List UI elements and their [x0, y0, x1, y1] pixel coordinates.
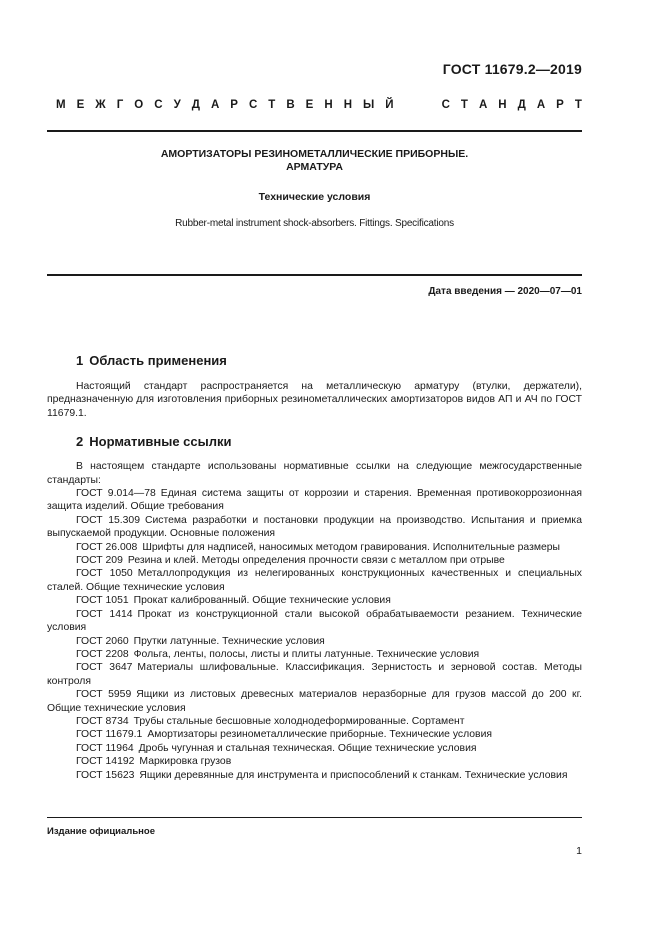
interstate-letter: Д — [517, 99, 526, 111]
interstate-letter: Д — [191, 99, 200, 111]
reference-item — [47, 728, 582, 741]
official-edition-label: Издание официальное — [47, 826, 155, 837]
introduction-date: Дата введения — 2020—07—01 — [428, 286, 582, 297]
interstate-letter: Ж — [95, 99, 106, 111]
reference-title: Прокат из конструкционной стали высокой обрабатываемости резанием. Технические условия — [47, 608, 582, 634]
document-title — [47, 148, 582, 174]
reference-code: ГОСТ 15.309 — [76, 514, 140, 526]
interstate-letter: У — [173, 99, 181, 111]
title-line-2: АРМАТУРА — [286, 161, 343, 173]
reference-title: Прокат калиброванный. Общие технические условия — [133, 595, 391, 607]
reference-code: ГОСТ 2208 — [76, 648, 129, 660]
interstate-letter: Г — [116, 99, 124, 111]
reference-item — [47, 742, 582, 755]
reference-title: Дробь чугунная и стальная техническая. Общие технические условия — [138, 742, 477, 754]
word-gap — [405, 99, 431, 111]
interstate-letter: Н — [498, 99, 507, 111]
interstate-letter: Ы — [363, 99, 375, 111]
section-title: Область применения — [89, 353, 227, 368]
page-number: 1 — [576, 845, 582, 857]
reference-item — [47, 514, 582, 541]
reference-item — [47, 541, 582, 554]
interstate-letter: Н — [324, 99, 333, 111]
footer-divider — [47, 817, 582, 818]
reference-code: ГОСТ 3647 — [76, 662, 133, 674]
interstate-letter: А — [478, 99, 488, 111]
reference-title: Металлопродукция из нелегированных конструкционных качественных и специальных сталей. Общие технические условия — [47, 568, 582, 593]
reference-title: Система разработки и постановки продукции на производство. Испытания и приемка выпускаемой продукции. Основные положения — [47, 514, 582, 540]
reference-code: ГОСТ 8734 — [76, 715, 129, 727]
interstate-letter: Е — [76, 99, 85, 111]
middle-divider — [47, 274, 582, 276]
reference-item — [47, 608, 582, 635]
reference-title: Фольга, ленты, полосы, листы и плиты латунные. Технические условия — [133, 648, 480, 660]
section-2-intro: В настоящем стандарте использованы нормативные ссылки на следующие межгосударственные стандарты: — [47, 461, 582, 486]
reference-title: Ящики из листовых древесных материалов неразборные для грузов массой до 200 кг. Общие технические условия — [47, 689, 582, 714]
reference-title: Шрифты для надписей, наносимых методом гравирования. Исполнительные размеры — [142, 541, 561, 553]
reference-title: Прутки латунные. Технические условия — [133, 635, 325, 647]
section-1-heading — [47, 353, 582, 369]
section-number: 2 — [76, 434, 84, 450]
interstate-letter: Н — [343, 99, 352, 111]
reference-item — [47, 554, 582, 567]
reference-title: Ящики деревянные для инструмента и приспособлений к станкам. Технические условия — [139, 769, 568, 781]
interstate-letter: О — [134, 99, 144, 111]
reference-item — [47, 648, 582, 661]
interstate-letter: Р — [230, 99, 238, 111]
reference-item — [47, 715, 582, 728]
reference-item — [47, 755, 582, 768]
reference-code: ГОСТ 15623 — [76, 769, 135, 781]
interstate-letter: М — [56, 99, 66, 111]
interstate-letter: С — [154, 99, 163, 111]
reference-code: ГОСТ 11679.1 — [76, 729, 143, 741]
reference-item — [47, 769, 582, 782]
interstate-letter: С — [248, 99, 258, 111]
reference-code: ГОСТ 1414 — [76, 608, 133, 620]
interstate-standard-heading — [56, 99, 582, 111]
reference-code: ГОСТ 2060 — [76, 635, 129, 647]
reference-title: Маркировка грузов — [139, 756, 232, 768]
reference-item — [47, 661, 582, 688]
section-2-heading — [47, 434, 582, 450]
document-body — [47, 353, 582, 782]
reference-title: Амортизаторы резинометаллические приборные. Технические условия — [147, 729, 493, 741]
interstate-letter: С — [441, 99, 450, 111]
reference-item — [47, 594, 582, 607]
reference-code: ГОСТ 1050 — [76, 568, 133, 580]
reference-item — [47, 688, 582, 715]
interstate-letter: В — [286, 99, 295, 111]
reference-code: ГОСТ 11964 — [76, 742, 134, 754]
interstate-letter: Т — [574, 99, 582, 111]
interstate-letter: Т — [268, 99, 276, 111]
top-divider — [47, 130, 582, 132]
reference-title: Материалы шлифовальные. Классификация. Зернистость и зерновой состав. Методы контроля — [47, 662, 582, 687]
document-subtitle: Технические условия — [258, 191, 371, 203]
reference-item — [47, 567, 582, 594]
interstate-letter: Й — [385, 99, 394, 111]
interstate-letter: А — [210, 99, 220, 111]
section-1-text: Настоящий стандарт распространяется на металлическую арматуру (втулки, держатели), предназначенную для изготовления приборных резинометаллических амортизаторов видов АП и АЧ по ГОСТ 11679.1. — [47, 381, 582, 419]
gost-number: ГОСТ 11679.2—2019 — [442, 61, 582, 77]
english-title: Rubber-metal instrument shock-absorbers. Fittings. Specifications — [175, 218, 454, 229]
reference-title: Трубы стальные бесшовные холоднодеформированные. Сортамент — [133, 715, 465, 727]
title-line-1: АМОРТИЗАТОРЫ РЕЗИНОМЕТАЛЛИЧЕСКИЕ ПРИБОРНЫЕ. — [160, 148, 469, 160]
interstate-letter: Е — [305, 99, 314, 111]
reference-code: ГОСТ 5959 — [76, 689, 132, 701]
reference-code: ГОСТ 209 — [76, 555, 123, 567]
reference-code: ГОСТ 14192 — [76, 756, 135, 768]
reference-title: Резина и клей. Методы определения прочности связи с металлом при отрыве — [127, 555, 505, 567]
interstate-letter: Т — [460, 99, 468, 111]
reference-code: ГОСТ 9.014—78 — [76, 488, 156, 500]
reference-item — [47, 635, 582, 648]
reference-title: Единая система защиты от коррозии и старения. Временная противокоррозионная защита изделий. Общие требования — [47, 488, 582, 513]
reference-code: ГОСТ 26.008 — [76, 541, 138, 553]
section-title: Нормативные ссылки — [89, 434, 232, 450]
section-number: 1 — [76, 353, 84, 368]
reference-item — [47, 487, 582, 514]
interstate-letter: А — [536, 99, 546, 111]
reference-code: ГОСТ 1051 — [76, 595, 129, 607]
interstate-letter: Р — [556, 99, 564, 111]
